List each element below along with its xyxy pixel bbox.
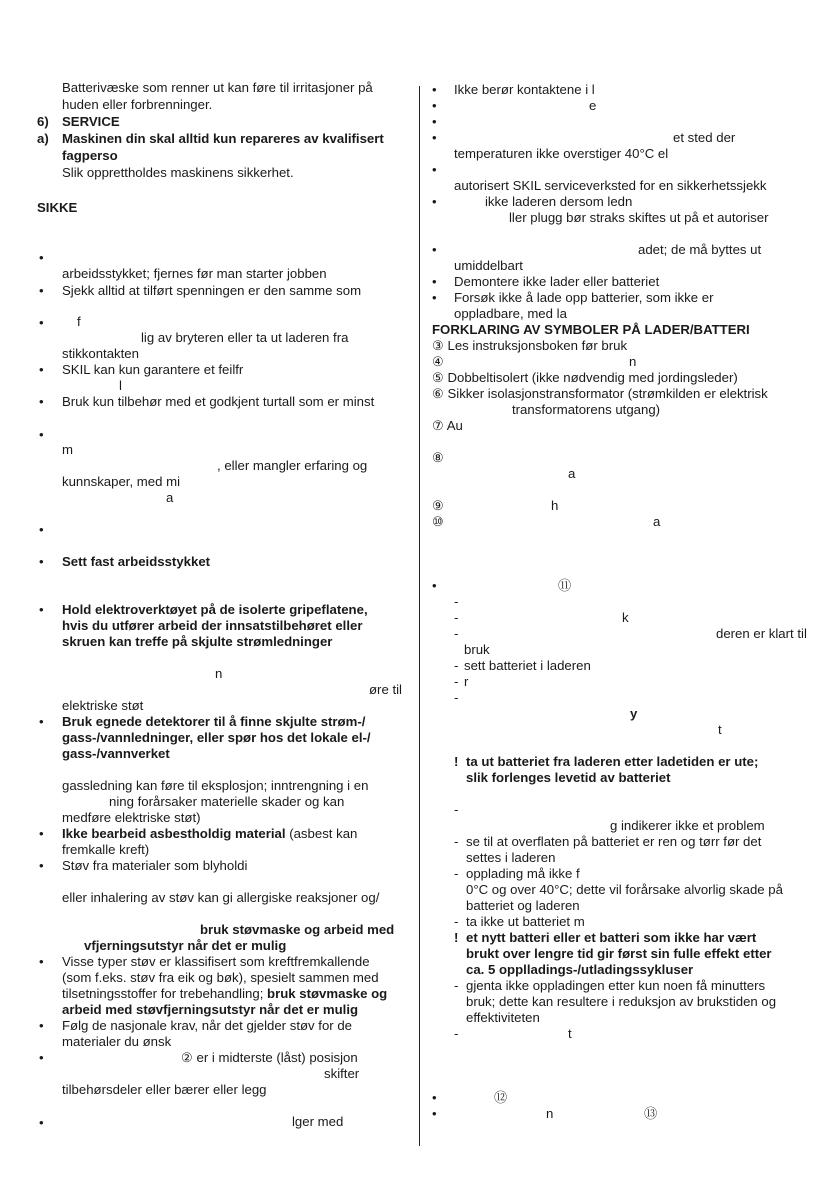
text-line: m [62,442,73,457]
bullet-icon: • [39,1115,44,1130]
bullet-icon: • [39,250,44,265]
text-line: ca. 5 opplladings-/utladingssykluser [466,962,694,977]
symbol-line: ⑧ [432,450,444,465]
text-line: sett batteriet i laderen [464,658,591,673]
text-line: transformatorens utgang) [512,402,661,417]
text-line: fremkalle kreft) [62,842,150,857]
text-line: gass-/vannledninger, eller spør hos det lokale el-/ [62,730,371,745]
dash-icon: - [454,978,459,993]
bullet-icon: • [432,1106,437,1121]
symbol-line: ⑩ [432,514,444,529]
text-line: elektriske støt [62,698,144,713]
dash-icon: - [454,914,459,929]
text-line: bruk; dette kan resultere i reduksjon av brukstiden og [466,994,777,1009]
text-line: effektiviteten [466,1010,540,1025]
symbol-line: ⑪ [558,578,572,593]
text-line: gass-/vannverket [62,746,170,761]
text-line: Følg de nasjonale krav, når det gjelder støv for de [62,1018,353,1033]
bullet-icon: • [39,283,44,298]
text-line: 0°C og over 40°C; dette vil forårsake alvorlig skade på [466,882,783,897]
section-number: 6) [37,114,49,129]
dash-icon: - [454,834,459,849]
section-heading: FORKLARING AV SYMBOLER PÅ LADER/BATTERI [432,322,750,337]
warning-icon: ! [454,930,459,945]
text-line: f [77,314,81,329]
text-line: et nytt batteri eller et batteri som ikke har vært [466,930,757,945]
text-line: ller plugg bør straks skiftes ut på et autoriser [509,210,769,225]
text-line: hvis du utfører arbeid der innsatstilbehøret eller [62,618,363,633]
column-divider [419,86,420,1146]
text-line: autorisert SKIL serviceverksted for en sikkerhetssjekk [454,178,767,193]
item-label: a) [37,131,49,146]
text-line: ② er i midterste (låst) posisjon [181,1050,358,1065]
text-line: øre til [369,682,402,697]
bold-text: Ikke bearbeid asbestholdig material [62,826,286,841]
text-line: oppladbare, med la [454,306,567,321]
text-line: eller inhalering av støv kan gi allergiske reaksjoner og/ [62,890,380,905]
text-line: bruk [464,642,490,657]
bullet-icon: • [432,290,437,305]
text-line: a [653,514,661,529]
text-line [62,986,387,1002]
bullet-icon: • [39,522,44,537]
text-line: Batterivæske som renner ut kan føre til irritasjoner på [62,80,373,95]
dash-icon: - [454,610,459,625]
text-line: deren er klart til [716,626,807,641]
bullet-icon: • [39,954,44,969]
dash-icon: - [454,1026,459,1041]
bullet-icon: • [39,362,44,377]
text-line: lig av bryteren eller ta ut laderen fra [141,330,349,345]
text-line: gjenta ikke oppladingen etter kun noen få minutters [466,978,766,993]
bullet-icon: • [432,130,437,145]
text-line: Hold elektroverktøyet på de isolerte gripeflatene, [62,602,368,617]
text-line: Maskinen din skal alltid kun repareres av kvalifisert [62,131,384,146]
bullet-icon: • [432,82,437,97]
text-line: ta ikke ut batteriet m [466,914,585,929]
text-line: gassledning kan føre til eksplosjon; inntrengning i en [62,778,369,793]
text-line: umiddelbart [454,258,523,273]
text-line: materialer du ønsk [62,1034,172,1049]
text-line: skruen kan treffe på skjulte strømledninger [62,634,333,649]
text-line: Visse typer støv er klassifisert som kreftfremkallende [62,954,370,969]
text-line: et sted der [673,130,736,145]
text-line: ikke laderen dersom ledn [485,194,633,209]
section-heading: SIKKE [37,200,78,215]
text-line [62,826,357,842]
text-line: SKIL kan kun garantere et feilfr [62,362,244,377]
text-line: temperaturen ikke overstiger 40°C el [454,146,669,161]
dash-icon: - [454,658,459,673]
bullet-icon: • [39,427,44,442]
bullet-icon: • [432,194,437,209]
text-line: tilbehørsdeler eller bærer eller legg [62,1082,267,1097]
text-line: t [718,722,722,737]
text-line: ning forårsaker materielle skader og kan [109,794,345,809]
text-line: Forsøk ikke å lade opp batterier, som ikke er [454,290,714,305]
dash-icon: - [454,802,459,817]
text-line: h [551,498,559,513]
text-line: ta ut batteriet fra laderen etter ladetiden er ute; [466,754,759,769]
text-prefix: tilsetningsstoffer for trebehandling; [62,986,264,1001]
text-suffix: (asbest kan [285,826,358,841]
text-line: brukt over lengre tid gir først sin fulle effekt etter [466,946,772,961]
symbol-line: ⑥ Sikker isolasjonstransformator (strømkilden er elektrisk [432,386,768,401]
text-line: n [215,666,223,681]
symbol-line: ⑨ [432,498,444,513]
text-line: e [589,98,597,113]
text-line: g indikerer ikke et problem [610,818,765,833]
text-line: Støv fra materialer som blyholdi [62,858,248,873]
symbol-line: ⑬ [644,1106,658,1121]
dash-icon: - [454,690,459,705]
symbol-line: ⑫ [494,1090,508,1105]
section-heading: SERVICE [62,114,120,129]
text-line: slik forlenges levetid av batteriet [466,770,671,785]
warning-icon: ! [454,754,459,769]
bullet-icon: • [39,394,44,409]
text-line: skifter [324,1066,360,1081]
dash-icon: - [454,866,459,881]
bullet-icon: • [432,242,437,257]
text-line: Demontere ikke lader eller batteriet [454,274,660,289]
bullet-icon: • [39,1018,44,1033]
bullet-icon: • [432,578,437,593]
text-line: Ikke berør kontaktene i l [454,82,595,97]
text-line: stikkontakten [62,346,139,361]
dash-icon: - [454,626,459,641]
text-line: Bruk egnede detektorer til å finne skjulte strøm-/ [62,714,366,729]
bold-text: bruk støvmaske og [263,986,388,1001]
text-line: kunnskaper, med mi [62,474,181,489]
symbol-line: ⑤ Dobbeltisolert (ikke nødvendig med jordingsleder) [432,370,738,385]
text-line: l [119,378,122,393]
text-line: (som f.eks. støv fra eik og bøk), spesielt sammen med [62,970,379,985]
bullet-icon: • [39,315,44,330]
symbol-line: ⑦ Au [432,418,463,433]
text-line: y [630,706,638,721]
bullet-icon: • [39,554,44,569]
text-line: arbeidsstykket; fjernes før man starter jobben [62,266,327,281]
symbol-line: ④ [432,354,444,369]
text-line: r [464,674,469,689]
text-line: settes i laderen [466,850,556,865]
text-line: se til at overflaten på batteriet er ren og tørr før det [466,834,762,849]
text-line: batteriet og laderen [466,898,580,913]
text-line: , eller mangler erfaring og [217,458,368,473]
text-line: Bruk kun tilbehør med et godkjent turtall som er minst [62,394,375,409]
bullet-icon: • [432,98,437,113]
text-line: a [166,490,174,505]
symbol-line: ③ Les instruksjonsboken før bruk [432,338,628,353]
text-line: Sett fast arbeidsstykket [62,554,211,569]
text-line: k [622,610,629,625]
text-line: huden eller forbrenninger. [62,97,213,112]
bullet-icon: • [39,602,44,617]
text-line: n [629,354,637,369]
bullet-icon: • [39,714,44,729]
text-line: lger med [292,1114,344,1129]
text-line: n [546,1106,554,1121]
dash-icon: - [454,674,459,689]
bullet-icon: • [432,1090,437,1105]
bullet-icon: • [39,858,44,873]
text-line: a [568,466,576,481]
text-line: vfjerningsutstyr når det er mulig [84,938,287,953]
text-line: bruk støvmaske og arbeid med [200,922,395,937]
text-line: medføre elektriske støt) [62,810,201,825]
dash-icon: - [454,594,459,609]
text-line: adet; de må byttes ut [638,242,762,257]
bullet-icon: • [432,114,437,129]
bullet-icon: • [39,1050,44,1065]
text-line: Slik opprettholdes maskinens sikkerhet. [62,165,294,180]
bullet-icon: • [432,274,437,289]
bullet-icon: • [432,162,437,177]
bullet-icon: • [39,826,44,841]
text-line: Sjekk alltid at tilført spenningen er den samme som [62,283,362,298]
text-line: fagperso [62,148,118,163]
text-line: opplading må ikke f [466,866,580,881]
text-line: arbeid med støvfjerningsutstyr når det er mulig [62,1002,359,1017]
text-line: t [568,1026,572,1041]
